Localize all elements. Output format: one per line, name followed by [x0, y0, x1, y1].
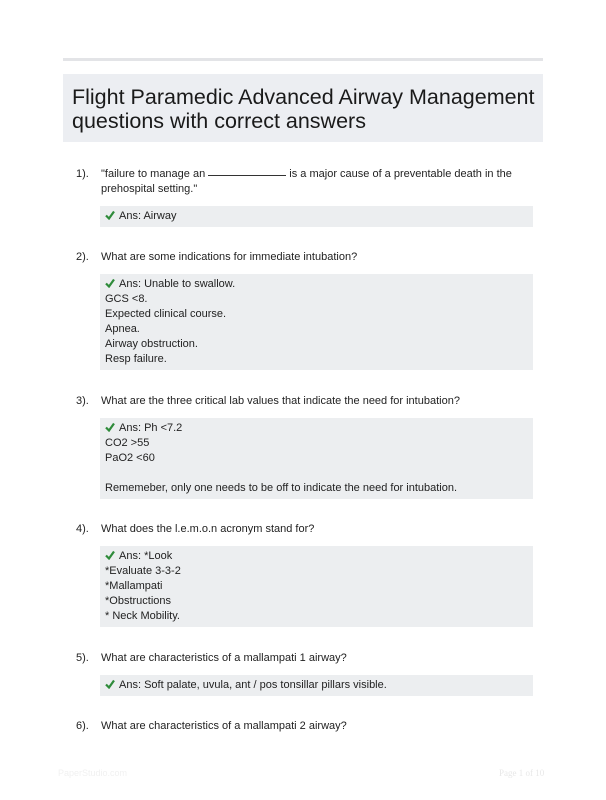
question-number: 4).	[76, 523, 89, 535]
question-6	[76, 719, 536, 734]
check-icon	[105, 550, 115, 560]
question-text: What are the three critical lab values that indicate the need for intubation?	[101, 395, 460, 407]
watermark-text: PaperStudio.com	[58, 768, 128, 778]
answer-box: Ans: Airway	[100, 206, 533, 227]
question-text: "failure to manage an is a major cause of a preventable death in the prehospital setting."	[101, 168, 515, 195]
check-icon	[105, 210, 115, 220]
question-2	[76, 250, 536, 370]
question-4	[76, 522, 536, 627]
page-number: Page 1 of 10	[499, 768, 545, 778]
question-text: What does the l.e.m.o.n acronym stand for?	[101, 523, 315, 535]
title-box	[63, 74, 543, 142]
page-title: Flight Paramedic Advanced Airway Management questions with correct answers	[72, 85, 535, 133]
question-text: What are characteristics of a mallampati 1 airway?	[101, 652, 347, 664]
answer-box: Ans: Ph <7.2 CO2 >55 PaO2 <60 Rememeber, only one needs to be off to indicate the need for intubation.	[100, 418, 533, 499]
top-divider	[63, 58, 543, 61]
question-3	[76, 394, 536, 499]
question-text: What are some indications for immediate intubation?	[101, 251, 358, 263]
check-icon	[105, 422, 115, 432]
answer-box: Ans: Unable to swallow. GCS <8. Expected clinical course. Apnea. Airway obstruction. Resp failure.	[100, 274, 533, 370]
question-number: 5).	[76, 652, 89, 664]
question-5	[76, 651, 536, 696]
check-icon	[105, 278, 115, 288]
check-icon	[105, 679, 115, 689]
question-1	[76, 167, 536, 227]
question-number: 6).	[76, 720, 89, 732]
question-number: 3).	[76, 395, 89, 407]
fill-in-blank	[208, 175, 286, 176]
answer-box: Ans: *Look *Evaluate 3-3-2 *Mallampati *Obstructions * Neck Mobility.	[100, 546, 533, 627]
question-number: 1).	[76, 168, 89, 180]
question-number: 2).	[76, 251, 89, 263]
question-text: What are characteristics of a mallampati 2 airway?	[101, 720, 347, 732]
answer-box: Ans: Soft palate, uvula, ant / pos tonsillar pillars visible.	[100, 675, 533, 696]
